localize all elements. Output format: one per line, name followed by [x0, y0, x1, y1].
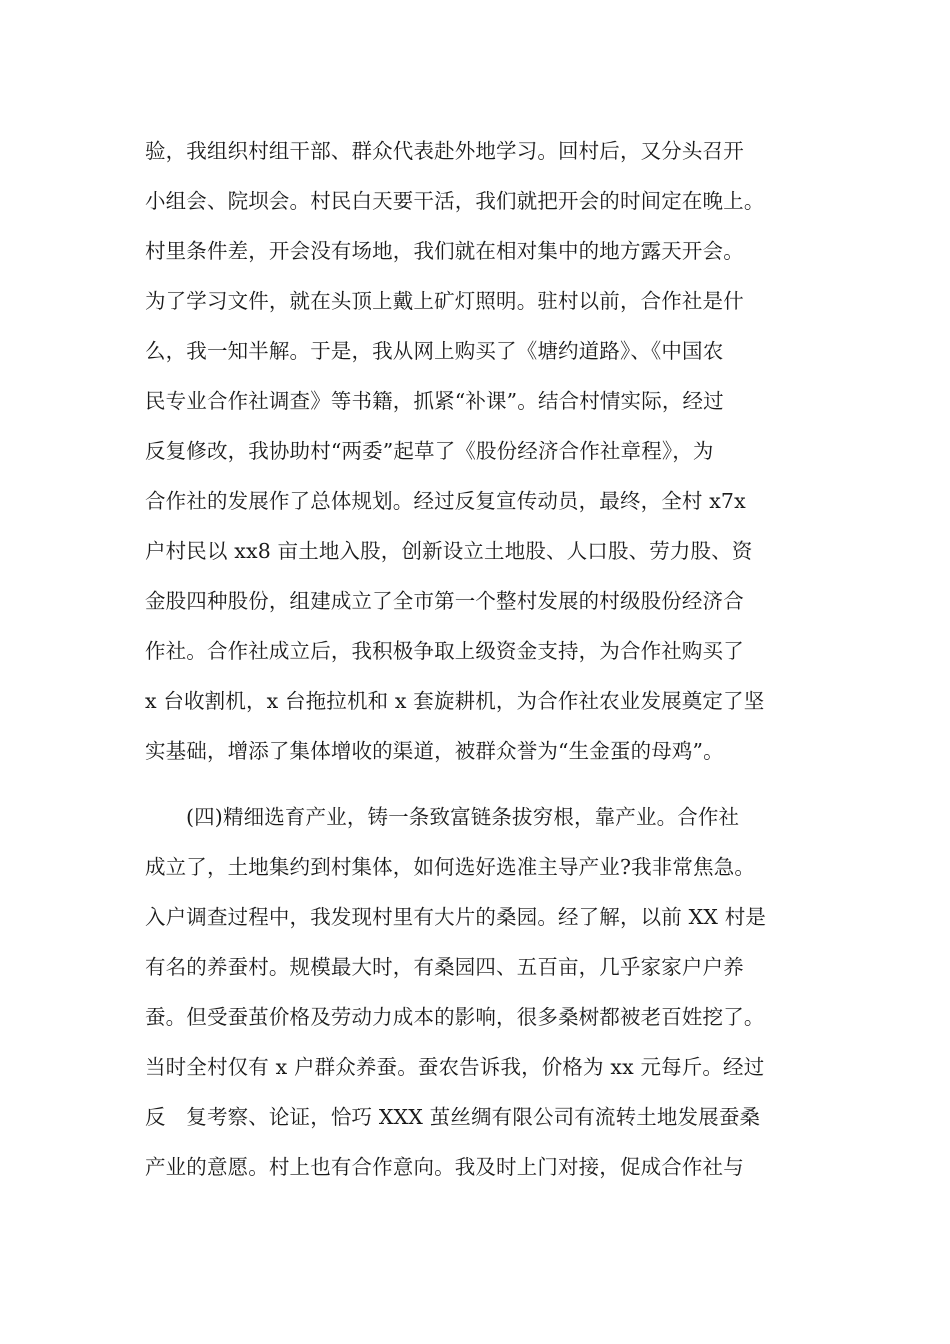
text-line: 户村民以 xx8 亩土地入股，创新设立土地股、人口股、劳力股、资 [145, 539, 753, 563]
text-line: 产业的意愿。村上也有合作意向。我及时上门对接，促成合作社与 [145, 1155, 744, 1179]
text-line: 作社。合作社成立后，我积极争取上级资金支持，为合作社购买了 [145, 639, 744, 663]
text-line: (四)精细选育产业，铸一条致富链条拔穷根，靠产业。合作社 [186, 805, 740, 829]
text-line: 为了学习文件，就在头顶上戴上矿灯照明。驻村以前，合作社是什 [145, 289, 744, 313]
text-line: 反 复考察、论证，恰巧 XXX 茧丝绸有限公司有流转土地发展蚕桑 [145, 1105, 761, 1129]
text-line: 小组会、院坝会。村民白天要干活，我们就把开会的时间定在晚上。 [145, 189, 765, 213]
text-line: 村里条件差，开会没有场地，我们就在相对集中的地方露天开会。 [145, 239, 744, 263]
text-line: 反复修改，我协助村“两委”起草了《股份经济合作社章程》，为 [145, 439, 714, 463]
text-line: x 台收割机，x 台拖拉机和 x 套旋耕机，为合作社农业发展奠定了坚 [145, 689, 765, 713]
text-line: 成立了，土地集约到村集体，如何选好选准主导产业?我非常焦急。 [145, 855, 755, 879]
text-line: 民专业合作社调查》等书籍，抓紧“补课”。结合村情实际，经过 [145, 389, 724, 413]
text-line: 实基础，增添了集体增收的渠道，被群众誉为“生金蛋的母鸡”。 [145, 739, 724, 763]
text-line: 有名的养蚕村。规模最大时，有桑园四、五百亩，几乎家家户户养 [145, 955, 744, 979]
text-line: 当时全村仅有 x 户群众养蚕。蚕农告诉我，价格为 xx 元每斤。经过 [145, 1055, 765, 1079]
text-line: 么，我一知半解。于是，我从网上购买了《塘约道路》、《中国农 [145, 339, 724, 363]
text-line: 蚕。但受蚕茧价格及劳动力成本的影响，很多桑树都被老百姓挖了。 [145, 1005, 765, 1029]
text-line: 入户调查过程中，我发现村里有大片的桑园。经了解，以前 XX 村是 [145, 905, 767, 929]
text-line: 合作社的发展作了总体规划。经过反复宣传动员，最终，全村 x7x [145, 489, 746, 513]
text-line: 金股四种股份，组建成立了全市第一个整村发展的村级股份经济合 [145, 589, 744, 613]
text-line: 验，我组织村组干部、群众代表赴外地学习。回村后，又分头召开 [145, 139, 744, 163]
